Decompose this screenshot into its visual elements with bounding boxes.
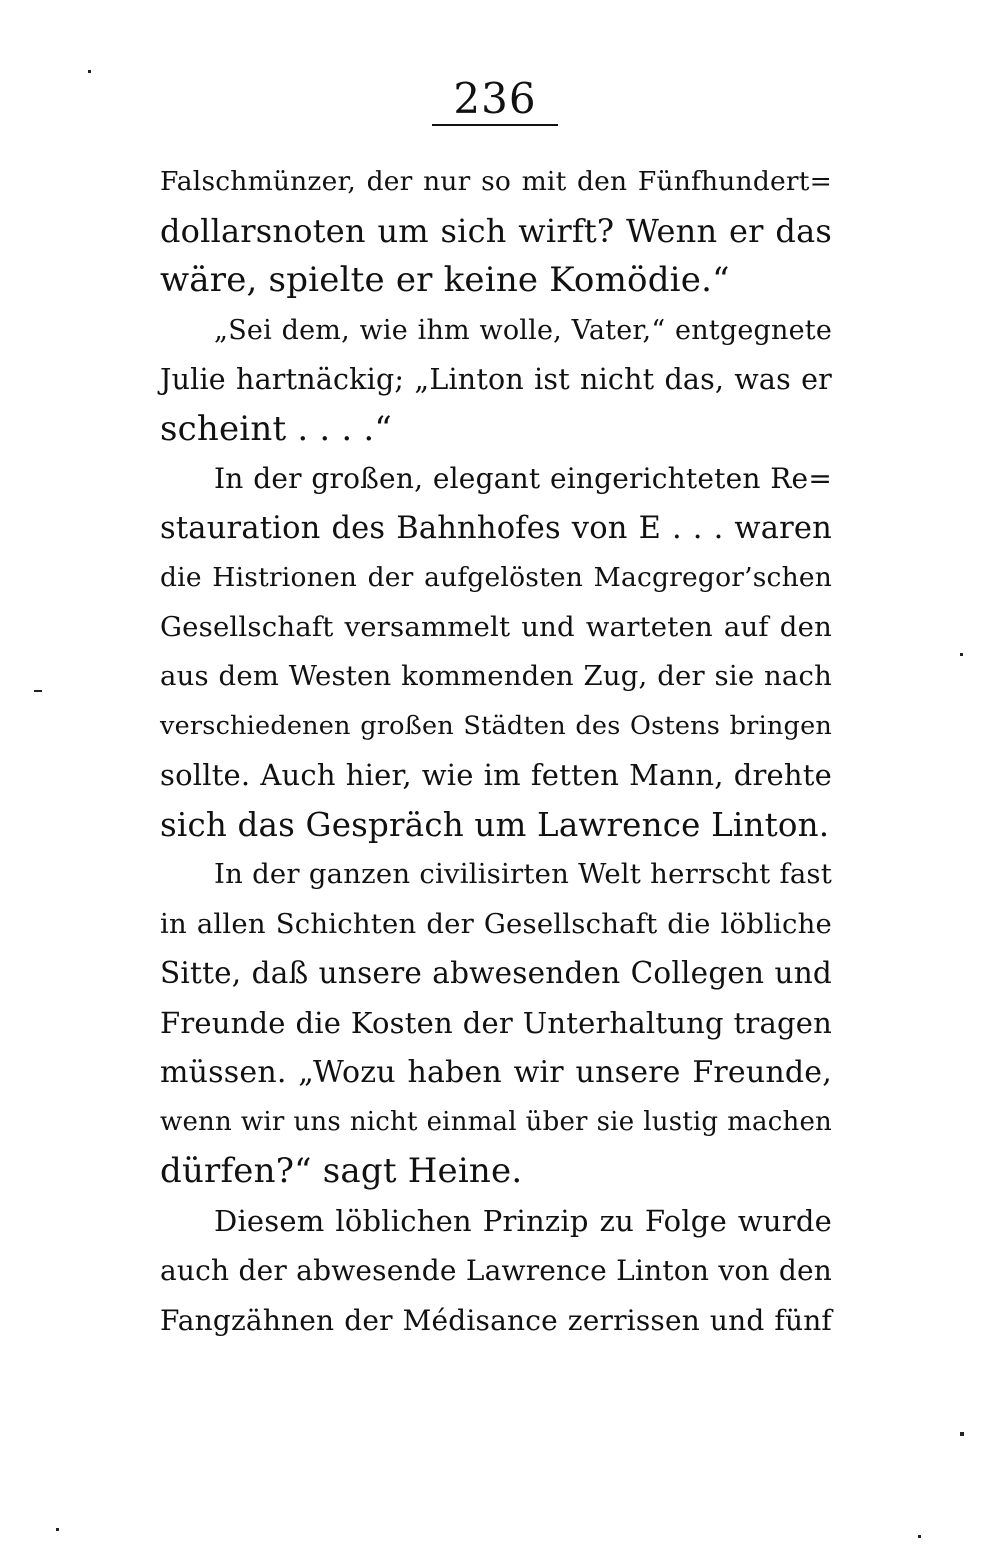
text-line: „Sei dem, wie ihm wolle, Vater,“ entgegnete [214,314,832,346]
text-line: Falschmünzer, der nur so mit den Fünfhundert= [160,166,832,197]
text-line: Sitte, daß unsere abwesenden Collegen und [160,956,832,990]
text-line: wäre, spielte er keine Komödie.“ [160,260,730,300]
text-line: müssen. „Wozu haben wir unsere Freunde, [160,1055,832,1090]
text-line: in allen Schichten der Gesellschaft die löbliche [160,907,832,940]
text-line: stauration des Bahnhofes von E . . . waren [160,510,832,546]
scan-speck [88,70,91,73]
text-line: wenn wir uns nicht einmal über sie lustig machen [160,1106,832,1137]
text-line: In der großen, elegant eingerichteten Re= [214,462,832,495]
text-line: Freunde die Kosten der Unterhaltung tragen [160,1005,832,1040]
scan-speck [960,653,963,656]
scan-speck [56,1528,59,1531]
text-line: Gesellschaft versammelt und warteten auf den [160,610,832,643]
scan-speck [960,1432,964,1436]
text-line: auch der abwesende Lawrence Linton von den [160,1254,832,1287]
scan-speck [34,690,42,692]
text-line: verschiedenen großen Städten des Ostens bringen [160,710,832,741]
text-line: Diesem löblichen Prinzip zu Folge wurde [214,1203,832,1238]
scan-speck [918,1535,921,1538]
page-number: 236 [453,74,537,123]
text-line: die Histrionen der aufgelösten Macgregor’schen [160,562,832,593]
text-line: sich das Gespräch um Lawrence Linton. [160,805,830,844]
text-line: dürfen?“ sagt Heine. [160,1151,523,1191]
text-line: In der ganzen civilisirten Welt herrscht fast [214,858,832,890]
text-line: Julie hartnäckig; „Linton ist nicht das, was er [160,363,832,396]
text-line: scheint . . . .“ [160,408,392,449]
text-line: aus dem Westen kommenden Zug, der sie nach [160,660,832,692]
page-number-rule [432,124,558,126]
text-line: dollarsnoten um sich wirft? Wenn er das [160,211,832,250]
body-text [160,157,832,1345]
text-line: sollte. Auch hier, wie im fetten Mann, drehte [160,758,832,792]
text-line: Fangzähnen der Médisance zerrissen und fünf [160,1303,832,1337]
